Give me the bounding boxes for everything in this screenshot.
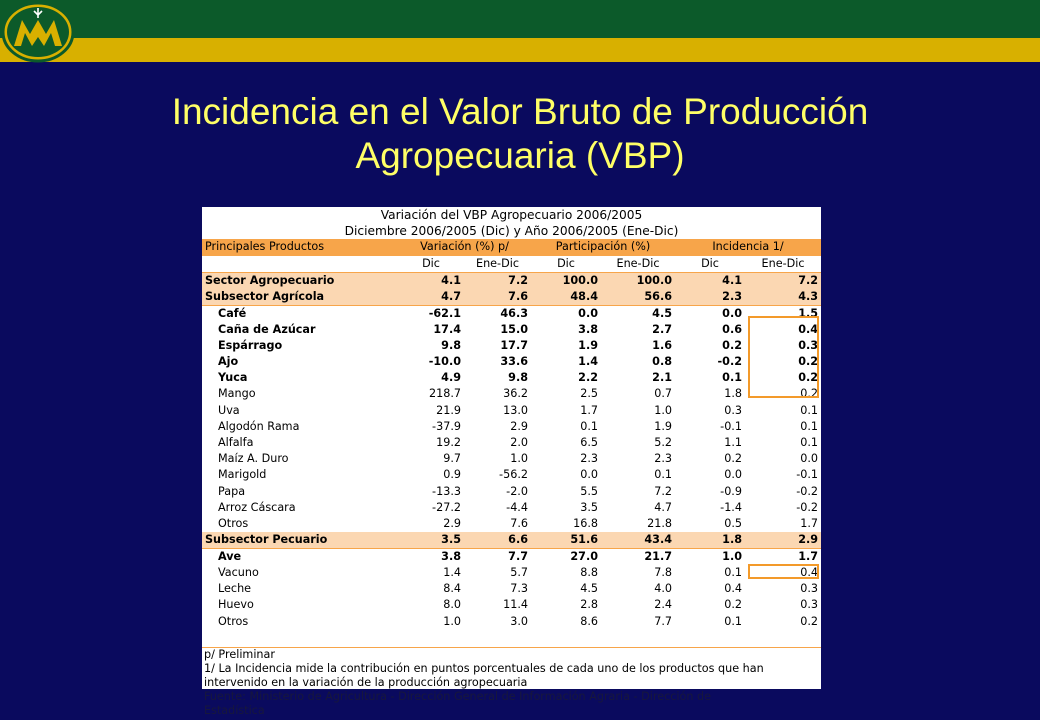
row-value-cell: -0.9: [720, 484, 742, 498]
row-value-cell: 1.9: [578, 338, 598, 352]
row-value-cell: 1.0: [510, 452, 528, 466]
vbp-table: [202, 207, 821, 630]
row-value-cell: 0.4: [798, 322, 819, 336]
table-row: [202, 597, 821, 613]
col-participation-header: Participación (%): [555, 240, 651, 254]
row-value-cell: 4.5: [652, 306, 672, 320]
row-value-cell: -62.1: [428, 306, 461, 320]
row-value-cell: -0.2: [796, 484, 819, 498]
row-value-cell: 9.7: [443, 452, 461, 466]
row-value-cell: 0.1: [724, 614, 742, 628]
row-value-cell: 8.8: [580, 566, 598, 580]
row-value-cell: 43.4: [644, 533, 672, 546]
row-value-cell: 21.8: [647, 516, 672, 530]
row-value-cell: 1.7: [800, 516, 819, 530]
table-row: [202, 322, 821, 338]
row-value-cell: 0.2: [798, 355, 819, 369]
table-row: [202, 386, 821, 402]
row-value-cell: 19.2: [436, 435, 461, 449]
row-product-name: Arroz Cáscara: [218, 500, 296, 514]
table-row: [202, 483, 821, 499]
subtotal-row: [202, 289, 821, 306]
row-value-cell: 9.8: [441, 338, 461, 352]
slide-title: [0, 90, 1040, 178]
row-value-cell: 3.8: [441, 550, 461, 563]
row-product-name: Ave: [218, 550, 242, 563]
row-value-cell: -1.4: [720, 500, 742, 514]
row-value-cell: 7.8: [654, 566, 672, 580]
row-value-cell: 0.2: [800, 614, 819, 628]
subheader-label: Ene-Dic: [601, 256, 675, 273]
row-product-name: Subsector Agrícola: [205, 289, 325, 303]
row-value-cell: 51.6: [570, 533, 598, 546]
row-value-cell: 1.1: [724, 435, 742, 449]
row-value-cell: -37.9: [432, 419, 461, 433]
row-value-cell: 100.0: [636, 273, 672, 287]
row-value-cell: 8.4: [443, 582, 461, 596]
table-heading-2: Diciembre 2006/2005 (Dic) y Año 2006/2005 (Ene-Dic): [344, 224, 679, 239]
row-value-cell: 6.6: [508, 533, 528, 546]
row-product-name: Ajo: [218, 355, 239, 369]
row-value-cell: 4.0: [654, 582, 672, 596]
row-product-name: Subsector Pecuario: [205, 533, 328, 546]
note-source: Fuente: Ministerio de Agricultura - Dirección General de Información Agraria - Dirección de: [204, 690, 711, 703]
row-value-cell: 13.0: [503, 403, 528, 417]
row-value-cell: 1.7: [580, 403, 598, 417]
header-band-gold: [0, 38, 1040, 62]
row-value-cell: 7.2: [654, 484, 672, 498]
row-value-cell: 4.7: [441, 289, 461, 303]
row-value-cell: 7.2: [508, 273, 528, 287]
table-row: [202, 516, 821, 532]
row-value-cell: 7.6: [508, 289, 528, 303]
row-value-cell: 0.2: [798, 371, 819, 385]
row-value-cell: 0.0: [580, 468, 598, 482]
row-product-name: Marigold: [218, 468, 267, 482]
row-value-cell: 4.1: [722, 273, 742, 287]
row-value-cell: 7.7: [508, 550, 528, 563]
table-notes: [202, 647, 821, 718]
note-incidencia-cont: intervenido en la variación de la producción agropecuaria: [204, 676, 528, 689]
row-value-cell: 17.7: [500, 338, 528, 352]
row-value-cell: 4.3: [798, 289, 819, 303]
row-value-cell: -0.2: [796, 500, 819, 514]
row-value-cell: 2.9: [443, 516, 461, 530]
row-value-cell: 2.8: [580, 598, 598, 612]
row-value-cell: 2.3: [654, 452, 672, 466]
col-products-header: Principales Productos: [205, 240, 325, 254]
row-value-cell: 1.0: [654, 403, 672, 417]
row-value-cell: 3.8: [578, 322, 598, 336]
row-value-cell: 1.8: [724, 387, 742, 401]
row-product-name: Mango: [218, 387, 256, 401]
row-value-cell: 5.5: [580, 484, 598, 498]
row-value-cell: 4.1: [441, 273, 461, 287]
table-row: [202, 549, 821, 566]
row-value-cell: 0.6: [722, 322, 742, 336]
table-row: [202, 419, 821, 435]
subheader-label: Ene-Dic: [464, 256, 531, 273]
row-value-cell: 0.1: [654, 468, 672, 482]
row-value-cell: -0.1: [720, 419, 742, 433]
title-line-2: Agropecuaria (VBP): [355, 135, 685, 176]
subheader-label: Dic: [531, 256, 601, 273]
row-value-cell: -56.2: [499, 468, 528, 482]
row-value-cell: 2.7: [652, 322, 672, 336]
row-value-cell: 0.3: [798, 338, 819, 352]
row-value-cell: 0.1: [722, 371, 742, 385]
row-value-cell: 0.9: [443, 468, 461, 482]
column-subheader: [202, 256, 821, 273]
row-value-cell: 2.4: [654, 598, 672, 612]
row-value-cell: -4.4: [506, 500, 528, 514]
note-incidencia: 1/ La Incidencia mide la contribución en puntos porcentuales de cada uno de los productos que han: [204, 662, 764, 675]
row-value-cell: 2.3: [580, 452, 598, 466]
col-incidence-header: Incidencia 1/: [712, 240, 784, 254]
row-value-cell: 0.2: [800, 387, 819, 401]
row-value-cell: 0.1: [800, 419, 819, 433]
row-value-cell: 5.2: [654, 435, 672, 449]
col-variation-header: Variación (%) p/: [420, 240, 509, 254]
table-row: [202, 614, 821, 630]
row-value-cell: 1.8: [722, 533, 742, 546]
row-value-cell: 0.3: [724, 403, 742, 417]
ministry-logo: [0, 0, 80, 66]
row-value-cell: 2.9: [798, 533, 819, 546]
row-product-name: Leche: [218, 582, 252, 596]
row-value-cell: 36.2: [503, 387, 528, 401]
row-value-cell: 0.1: [724, 566, 742, 580]
table-row: [202, 565, 821, 581]
row-value-cell: 1.4: [443, 566, 461, 580]
table-row: [202, 500, 821, 516]
row-value-cell: -2.0: [506, 484, 528, 498]
row-value-cell: 2.3: [722, 289, 742, 303]
row-value-cell: 6.5: [580, 435, 598, 449]
row-value-cell: 0.3: [800, 598, 819, 612]
row-value-cell: 218.7: [428, 387, 461, 401]
table-row: [202, 370, 821, 386]
table-heading-1: Variación del VBP Agropecuario 2006/2005: [380, 208, 643, 223]
column-group-header: [202, 239, 821, 255]
row-value-cell: 1.5: [798, 306, 819, 320]
row-product-name: Algodón Rama: [218, 419, 300, 433]
row-value-cell: 1.0: [443, 614, 461, 628]
row-value-cell: 0.4: [800, 566, 819, 580]
row-value-cell: 27.0: [570, 550, 598, 563]
table-row: [202, 581, 821, 597]
row-value-cell: 2.9: [510, 419, 528, 433]
row-value-cell: 4.5: [580, 582, 598, 596]
subheader-label: Dic: [398, 256, 464, 273]
row-value-cell: 7.3: [510, 582, 528, 596]
row-value-cell: 4.7: [654, 500, 672, 514]
note-source-cont: Estadística: [204, 704, 265, 717]
subtotal-row: [202, 532, 821, 549]
row-product-name: Espárrago: [218, 338, 283, 352]
row-product-name: Yuca: [218, 371, 248, 385]
row-value-cell: 0.0: [722, 306, 742, 320]
row-value-cell: 0.2: [724, 452, 742, 466]
table-row: [202, 467, 821, 483]
row-value-cell: 1.0: [722, 550, 742, 563]
row-product-name: Huevo: [218, 598, 254, 612]
row-value-cell: 0.5: [724, 516, 742, 530]
row-value-cell: 0.1: [580, 419, 598, 433]
row-value-cell: 0.2: [724, 598, 742, 612]
row-value-cell: -27.2: [432, 500, 461, 514]
row-product-name: Vacuno: [218, 566, 259, 580]
row-value-cell: 9.8: [508, 371, 528, 385]
row-value-cell: 1.7: [798, 550, 819, 563]
subheader-label: Dic: [675, 256, 745, 273]
table-row: [202, 435, 821, 451]
row-value-cell: -0.2: [717, 355, 742, 369]
row-product-name: Café: [218, 306, 247, 320]
row-value-cell: 7.7: [654, 614, 672, 628]
data-table-panel: [202, 207, 821, 689]
row-value-cell: 1.6: [652, 338, 672, 352]
table-row: [202, 451, 821, 467]
row-value-cell: 0.2: [722, 338, 742, 352]
row-value-cell: 46.3: [500, 306, 528, 320]
table-row: [202, 338, 821, 354]
row-value-cell: 11.4: [503, 598, 528, 612]
row-value-cell: 3.5: [441, 533, 461, 546]
row-value-cell: 0.4: [724, 582, 742, 596]
row-value-cell: -0.1: [796, 468, 819, 482]
row-value-cell: 0.0: [800, 452, 819, 466]
row-product-name: Uva: [218, 403, 240, 417]
row-value-cell: 2.0: [510, 435, 528, 449]
row-value-cell: 17.4: [433, 322, 461, 336]
row-product-name: Maíz A. Duro: [218, 452, 289, 466]
table-row: [202, 354, 821, 370]
row-value-cell: 0.0: [724, 468, 742, 482]
row-value-cell: 2.1: [652, 371, 672, 385]
row-value-cell: 4.9: [441, 371, 461, 385]
row-value-cell: 8.0: [443, 598, 461, 612]
row-value-cell: 1.4: [578, 355, 598, 369]
row-value-cell: 100.0: [562, 273, 598, 287]
subheader-blank: [202, 256, 398, 273]
row-value-cell: -13.3: [432, 484, 461, 498]
row-product-name: Otros: [218, 516, 249, 530]
row-value-cell: 3.0: [510, 614, 528, 628]
row-value-cell: 7.2: [798, 273, 819, 287]
row-value-cell: 0.0: [578, 306, 598, 320]
row-value-cell: 2.2: [578, 371, 598, 385]
subtotal-row: [202, 272, 821, 289]
row-value-cell: 0.3: [800, 582, 819, 596]
subheader-label: Ene-Dic: [745, 256, 821, 273]
row-value-cell: 21.9: [436, 403, 461, 417]
row-value-cell: 56.6: [644, 289, 672, 303]
row-value-cell: 5.7: [510, 566, 528, 580]
row-value-cell: 2.5: [580, 387, 598, 401]
row-value-cell: 7.6: [510, 516, 528, 530]
row-value-cell: 0.7: [654, 387, 672, 401]
row-product-name: Sector Agropecuario: [205, 273, 335, 287]
row-product-name: Otros: [218, 614, 249, 628]
row-value-cell: 0.8: [652, 355, 672, 369]
row-value-cell: 16.8: [573, 516, 598, 530]
row-product-name: Caña de Azúcar: [218, 322, 316, 336]
row-value-cell: 21.7: [644, 550, 672, 563]
row-product-name: Papa: [218, 484, 246, 498]
row-value-cell: 8.6: [580, 614, 598, 628]
row-value-cell: 15.0: [500, 322, 528, 336]
row-value-cell: 33.6: [500, 355, 528, 369]
row-value-cell: 0.1: [800, 403, 819, 417]
row-value-cell: 0.1: [800, 435, 819, 449]
row-value-cell: 1.9: [654, 419, 672, 433]
row-value-cell: -10.0: [428, 355, 461, 369]
table-row: [202, 403, 821, 419]
row-product-name: Alfalfa: [218, 435, 254, 449]
row-value-cell: 3.5: [580, 500, 598, 514]
row-value-cell: 48.4: [570, 289, 598, 303]
header-band-green: [0, 0, 1040, 38]
table-row: [202, 305, 821, 322]
note-preliminar: p/ Preliminar: [204, 648, 275, 661]
title-line-1: Incidencia en el Valor Bruto de Producción: [171, 91, 869, 132]
